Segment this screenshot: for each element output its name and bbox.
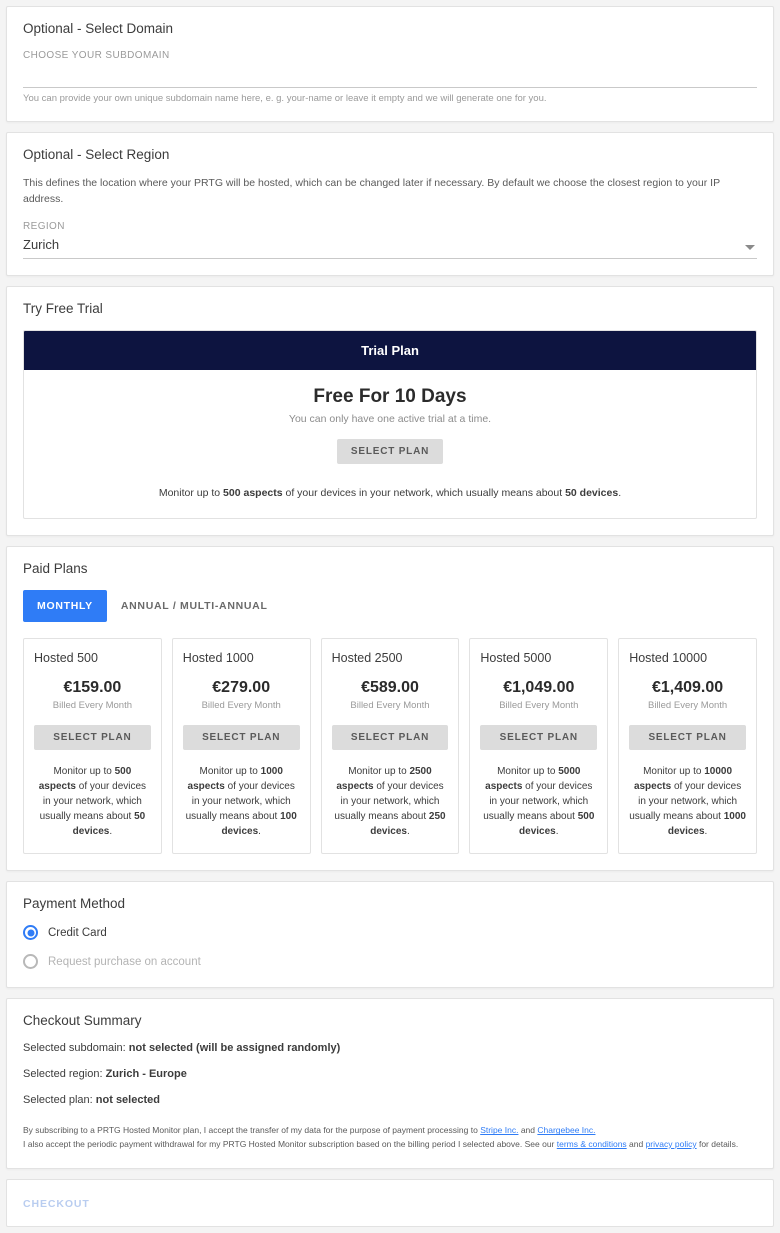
payment-method-title: Payment Method xyxy=(23,896,126,912)
plan-card-hosted-500 xyxy=(23,638,162,854)
plan-desc-part-3: 50 devices xyxy=(72,811,146,838)
plan-desc-part-2: of your devices in your network, which usually means about xyxy=(39,781,147,823)
summary-subdomain-row xyxy=(23,1042,757,1054)
select-plan-button[interactable]: SELECT PLAN xyxy=(332,725,449,750)
select-region-description: This defines the location where your PRTG will be hosted, which can be changed later if necessary. By default we choose the closest region to your IP address. xyxy=(23,177,720,205)
paid-plans-card xyxy=(6,546,774,871)
plan-desc-part-0: Monitor up to xyxy=(643,766,705,778)
checkout-summary-card xyxy=(6,998,774,1168)
payment-option-request-purchase[interactable] xyxy=(23,954,757,969)
plan-desc-part-3: 250 devices xyxy=(370,811,446,838)
plan-price: €1,049.00 xyxy=(503,679,575,697)
legal-line2-c: for details. xyxy=(696,1139,739,1150)
trial-footer-part-4: . xyxy=(618,486,622,499)
trial-footer-part-3: 50 devices xyxy=(565,486,619,499)
plan-name: Hosted 2500 xyxy=(331,651,403,666)
plan-name: Hosted 5000 xyxy=(480,651,552,666)
plan-desc-part-0: Monitor up to xyxy=(53,766,115,778)
trial-title: Try Free Trial xyxy=(23,300,103,316)
plan-description xyxy=(629,764,746,839)
checkout-summary-title: Checkout Summary xyxy=(23,1013,142,1029)
plan-description xyxy=(332,764,449,839)
summary-subdomain-label: Selected subdomain: xyxy=(23,1042,129,1055)
billing-period-tabs xyxy=(23,590,757,622)
plan-price: €589.00 xyxy=(361,679,419,697)
region-label: REGION xyxy=(23,220,65,232)
plan-price: €1,409.00 xyxy=(651,679,724,697)
summary-subdomain-value: not selected (will be assigned randomly) xyxy=(128,1042,341,1055)
tab-monthly[interactable]: MONTHLY xyxy=(23,590,107,622)
tab-annual-multi-annual[interactable]: ANNUAL / MULTI-ANNUAL xyxy=(120,600,268,613)
plan-desc-part-1: 1000 aspects xyxy=(187,766,283,793)
plan-desc-part-1: 5000 aspects xyxy=(485,766,581,793)
summary-region-label: Selected region: xyxy=(23,1068,106,1081)
plan-card-hosted-10000 xyxy=(618,638,757,854)
radio-unselected-icon[interactable] xyxy=(23,954,38,969)
plan-desc-part-3: 500 devices xyxy=(519,811,595,838)
plan-name: Hosted 1000 xyxy=(182,651,254,666)
summary-plan-label: Selected plan: xyxy=(23,1094,96,1107)
plan-desc-part-4: . xyxy=(406,826,410,838)
plan-billed: Billed Every Month xyxy=(499,700,579,712)
plan-desc-part-4: . xyxy=(258,826,261,838)
link-terms-conditions[interactable]: terms & conditions xyxy=(556,1139,627,1150)
plan-billed: Billed Every Month xyxy=(52,700,132,712)
plan-billed: Billed Every Month xyxy=(647,700,728,712)
summary-region-value: Zurich - Europe xyxy=(105,1068,187,1081)
trial-footer-part-2: of your devices in your network, which usually means about xyxy=(282,486,566,499)
payment-option-credit-card[interactable] xyxy=(23,925,757,940)
trial-select-plan-button[interactable]: SELECT PLAN xyxy=(337,439,443,464)
legal-line1-b: and xyxy=(518,1125,538,1136)
plan-price: €159.00 xyxy=(63,679,122,697)
plan-desc-part-4: . xyxy=(555,826,559,838)
link-chargebee[interactable]: Chargebee Inc. xyxy=(537,1125,596,1136)
summary-plan-value: not selected xyxy=(95,1094,160,1107)
legal-line-1 xyxy=(23,1124,757,1138)
radio-selected-icon[interactable] xyxy=(23,925,38,940)
select-plan-button[interactable]: SELECT PLAN xyxy=(183,725,300,750)
plan-desc-part-4: . xyxy=(704,826,708,838)
trial-card xyxy=(6,286,774,537)
select-domain-card xyxy=(6,6,774,122)
plan-name: Hosted 500 xyxy=(34,651,98,666)
plan-desc-part-2: of your devices in your network, which usually means about xyxy=(629,781,742,823)
trial-plan-footer xyxy=(34,486,746,501)
select-plan-button[interactable]: SELECT PLAN xyxy=(629,725,746,750)
paid-plans-title: Paid Plans xyxy=(23,561,88,577)
plan-card-hosted-5000 xyxy=(469,638,608,854)
trial-plan-price: Free For 10 Days xyxy=(313,385,467,407)
summary-plan-row xyxy=(23,1094,757,1106)
select-region-card xyxy=(6,132,774,275)
plan-desc-part-1: 500 aspects xyxy=(38,766,132,793)
subdomain-input[interactable] xyxy=(23,64,757,88)
plan-desc-part-3: 100 devices xyxy=(221,811,297,838)
region-select[interactable] xyxy=(23,235,757,259)
plan-description xyxy=(480,764,597,839)
subdomain-help: You can provide your own unique subdomain name here, e. g. your-name or leave it empty and we will generate one for you. xyxy=(23,93,547,104)
region-field[interactable] xyxy=(23,221,757,259)
select-plan-button[interactable]: SELECT PLAN xyxy=(480,725,597,750)
trial-plan-header: Trial Plan xyxy=(24,331,756,370)
plan-card-hosted-2500 xyxy=(321,638,460,854)
plan-description xyxy=(183,764,300,839)
plan-desc-part-0: Monitor up to xyxy=(348,766,410,778)
select-plan-button[interactable]: SELECT PLAN xyxy=(34,725,151,750)
legal-line1-a: By subscribing to a PRTG Hosted Monitor plan, I accept the transfer of my data for the purpose of payment processing to xyxy=(23,1125,481,1136)
plan-desc-part-3: 1000 devices xyxy=(667,811,746,838)
trial-plan-box xyxy=(23,330,757,520)
trial-footer-part-1: 500 aspects xyxy=(223,486,283,499)
checkout-button[interactable]: CHECKOUT xyxy=(23,1197,90,1210)
plan-billed: Billed Every Month xyxy=(350,700,430,712)
link-stripe[interactable]: Stripe Inc. xyxy=(480,1125,519,1136)
legal-line2-a: I also accept the periodic payment withdrawal for my PRTG Hosted Monitor subscription based on the billing period I selected above. See our xyxy=(23,1139,557,1150)
select-region-title: Optional - Select Region xyxy=(23,147,170,163)
plan-desc-part-2: of your devices in your network, which usually means about xyxy=(185,781,295,823)
plan-desc-part-0: Monitor up to xyxy=(497,766,559,778)
trial-footer-part-0: Monitor up to xyxy=(158,486,224,499)
plan-description xyxy=(34,764,151,839)
plan-desc-part-2: of your devices in your network, which usually means about xyxy=(483,781,593,823)
summary-region-row xyxy=(23,1068,757,1080)
payment-option-label: Request purchase on account xyxy=(48,955,201,968)
link-privacy-policy[interactable]: privacy policy xyxy=(645,1139,697,1150)
plan-desc-part-1: 10000 aspects xyxy=(633,766,733,793)
plan-desc-part-4: . xyxy=(109,826,113,838)
plan-desc-part-0: Monitor up to xyxy=(199,766,261,778)
payment-method-card xyxy=(6,881,774,988)
plan-card-hosted-1000 xyxy=(172,638,311,854)
plan-billed: Billed Every Month xyxy=(201,700,281,712)
subdomain-field xyxy=(23,50,757,105)
legal-text xyxy=(23,1124,757,1151)
checkout-bar xyxy=(6,1179,774,1227)
plan-name: Hosted 10000 xyxy=(629,651,708,666)
subdomain-label: CHOOSE YOUR SUBDOMAIN xyxy=(23,50,170,61)
legal-line2-b: and xyxy=(626,1139,646,1150)
plan-desc-part-2: of your devices in your network, which usually means about xyxy=(334,781,444,823)
plan-price: €279.00 xyxy=(212,679,271,697)
select-domain-title: Optional - Select Domain xyxy=(23,21,174,36)
trial-plan-subtitle: You can only have one active trial at a time. xyxy=(288,412,492,425)
plan-desc-part-1: 2500 aspects xyxy=(336,766,432,793)
payment-option-label: Credit Card xyxy=(48,926,107,939)
plan-grid xyxy=(23,638,757,854)
legal-line-2 xyxy=(23,1138,757,1152)
